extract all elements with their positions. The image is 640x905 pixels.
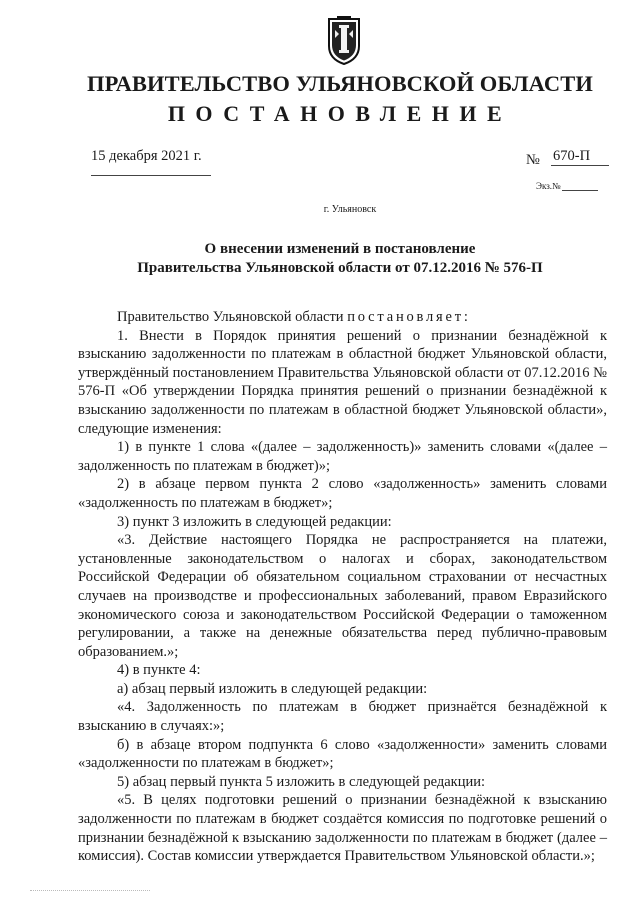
paragraph-2: 1) в пункте 1 слова «(далее – задолженность)» заменить словами «(далее – задолженность по платежам в бюджет)»; [78,439,607,474]
document-number: 670-П [551,148,609,166]
intro-text: Правительство Ульяновской области [117,309,344,325]
paragraph-11: «5. В целях подготовки решений о признании безнадёжной к взысканию задолженности по платежам в бюджет создаётся комиссия по подготовке решений о признании безнадёжной к взысканию задолженности по платежам в бюджет (далее – комиссия). Состав комиссии утверждается Правительством Ульяновской области.»; [78,792,607,865]
date-underline [91,175,211,176]
paragraph-5: «3. Действие настоящего Порядка не распространяется на платежи, установленные законодательством о налогах и сборах, законодательством Российской Федерации об обязательном социальном страховании от несчастных случаев на производстве и профессиональных заболеваний, правом Евразийского экономического союза и законодательством Российской Федерации о таможенном регулировании, а также на денежные обязательства перед публично-правовым образованием.»; [78,532,607,660]
subject-line-1: О внесении изменений в постановление [204,241,476,257]
city: г. Ульяновск [323,204,377,215]
number-label: № [526,152,540,168]
paragraph-10: 5) абзац первый пункта 5 изложить в следующей редакции: [117,773,486,790]
document-body [78,308,607,866]
scan-artifact [30,890,150,895]
paragraph-7: а) абзац первый изложить в следующей редакции: [117,680,428,697]
paragraph-6: 4) в пункте 4: [117,662,201,679]
copy-blank [562,181,598,191]
paragraph-8: «4. Задолженность по платежам в бюджет признаётся безнадёжной к взысканию в случаях:»; [78,699,607,735]
copy-number [536,181,598,191]
paragraph-3: 2) в абзаце первом пункта 2 слово «задолженность» заменить словами «задолженность по платежам в бюджет»; [78,476,607,511]
intro-decree-word: постановляет: [347,309,471,325]
paragraph-1: 1. Внести в Порядок принятия решений о признании безнадёжной к взысканию задолженности по платежам в областной бюджет Ульяновской области, утверждённый постановлением Правительства Ульяновской области от 07.12.2016 № 576-П «Об утверждении Порядка принятия решений о признании безнадёжной к взысканию задолженности по платежам в областной бюджет Ульяновской области», следующие изменения: [78,327,607,437]
document-subject [60,240,620,278]
document-type: ПОСТАНОВЛЕНИЕ [167,101,513,126]
copy-label: Экз.№ [536,181,561,191]
intro-paragraph [78,308,607,327]
subject-line-2: Правительства Ульяновской области от 07.12.2016 № 576-П [137,260,543,276]
paragraph-4: 3) пункт 3 изложить в следующей редакции: [117,513,392,530]
government-title: ПРАВИТЕЛЬСТВО УЛЬЯНОВСКОЙ ОБЛАСТИ [87,71,593,96]
paragraph-9: б) в абзаце втором подпункта 6 слово «задолженности» заменить словами «задолженности по платежам в бюджет»; [78,736,607,772]
document-date: 15 декабря 2021 г. [91,148,202,164]
coat-of-arms-icon [326,16,362,66]
